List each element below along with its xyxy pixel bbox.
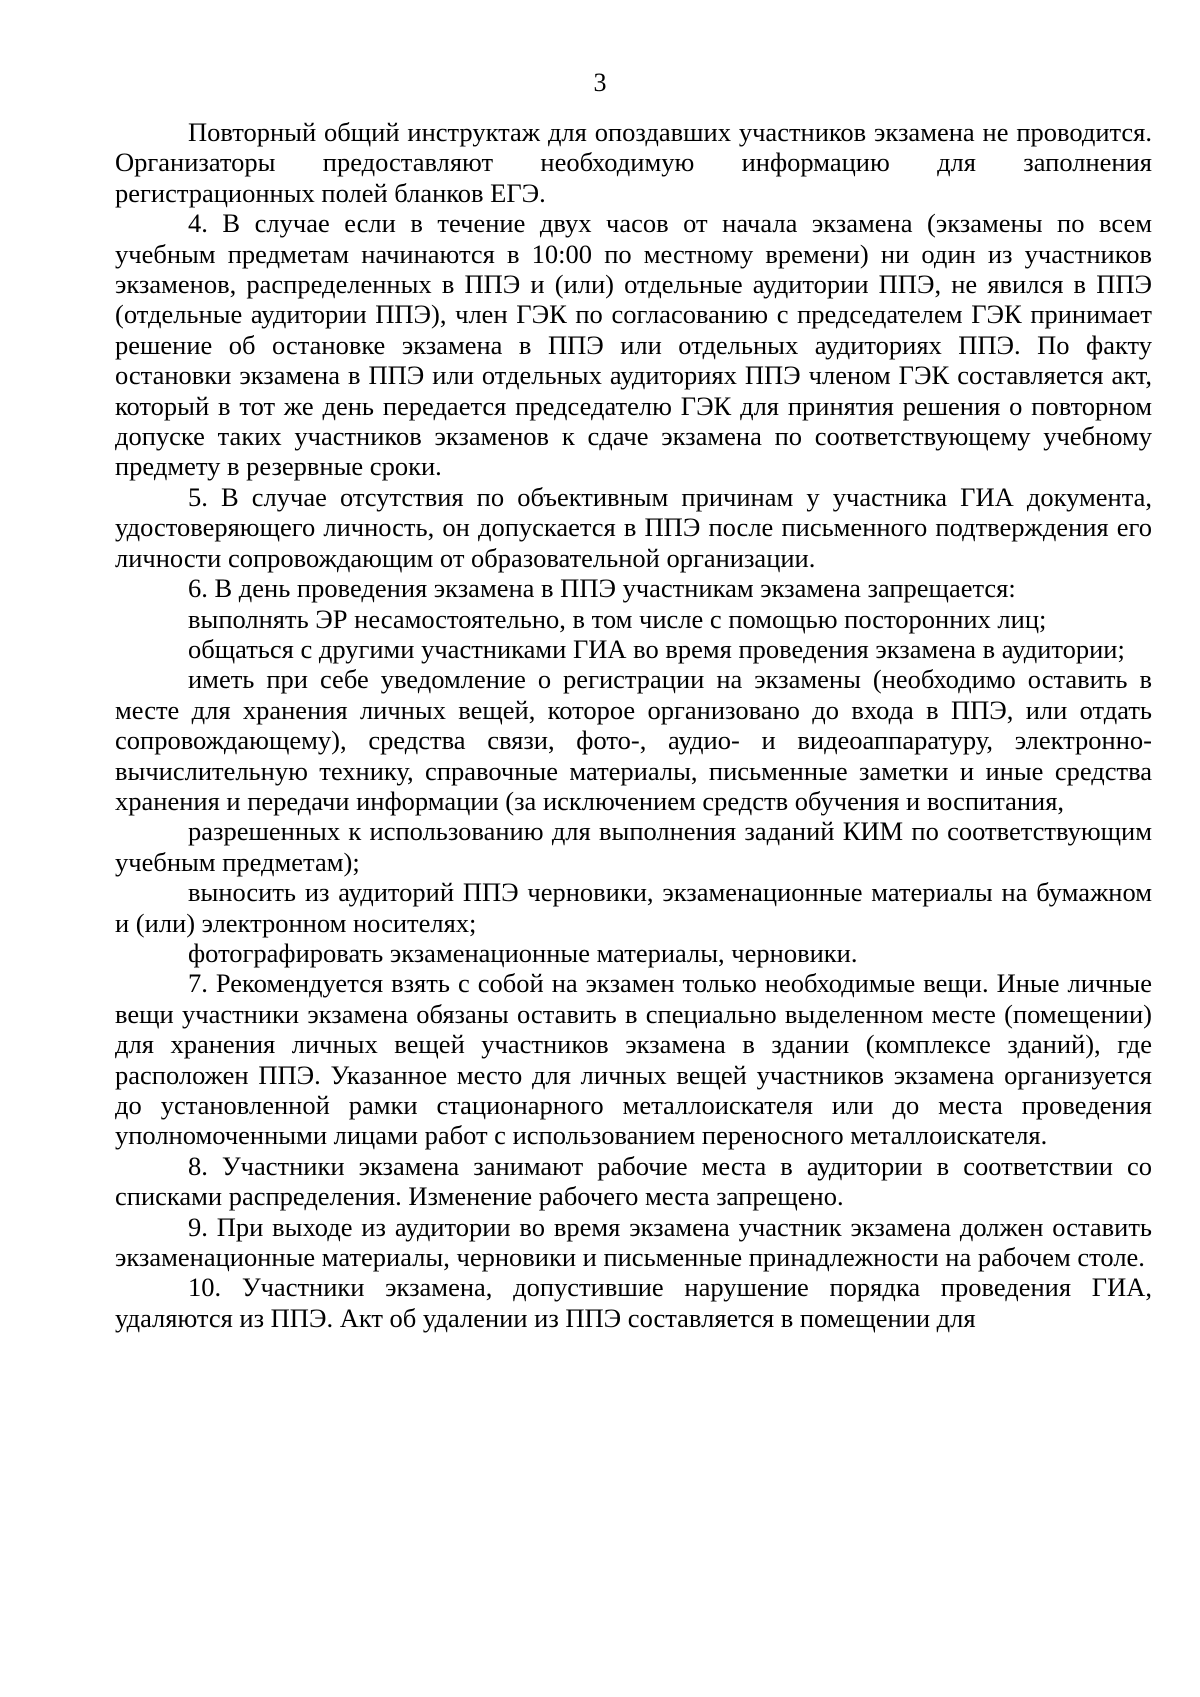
list-item-prohibited: выносить из аудиторий ППЭ черновики, экзаменационные материалы на бумажном и (или) электронном носителях; [115, 877, 1152, 938]
paragraph-briefing: Повторный общий инструктаж для опоздавших участников экзамена не проводится. Организаторы предоставляют необходимую информацию для заполнения регистрационных полей бланков ЕГЭ. [115, 117, 1152, 208]
paragraph-8: 8. Участники экзамена занимают рабочие места в аудитории в соответствии со списками распределения. Изменение рабочего места запрещено. [115, 1150, 1152, 1212]
paragraph-7: 7. Рекомендуется взять с собой на экзамен только необходимые вещи. Иные личные вещи участники экзамена обязаны оставить в специально выделенном месте (помещении) для хранения личных вещей участников экзамена в здании (комплексе зданий), где расположен ППЭ. Указанное место для личных вещей участников экзамена организуется до установленной рамки стационарного металлоискателя или до места проведения уполномоченными лицами работ с использованием переносного металлоискателя. [115, 968, 1152, 1151]
paragraph-5: 5. В случае отсутствия по объективным причинам у участника ГИА документа, удостоверяющего личность, он допускается в ППЭ после письменного подтверждения его личности сопровождающим от образовательной организации. [115, 481, 1152, 573]
document-body [115, 117, 1152, 1333]
page-number: 3 [593, 68, 607, 97]
list-item-prohibited: фотографировать экзаменационные материалы, черновики. [188, 937, 858, 968]
list-item-prohibited: выполнять ЭР несамостоятельно, в том числе с помощью посторонних лиц; [188, 603, 1047, 634]
paragraph-6: 6. В день проведения экзамена в ППЭ участникам экзамена запрещается: [188, 573, 1016, 604]
paragraph-10: 10. Участники экзамена, допустившие нарушение порядка проведения ГИА, удаляются из ППЭ. Акт об удалении из ППЭ составляется в помещении для [115, 1272, 1152, 1333]
list-item-continuation: разрешенных к использованию для выполнения заданий КИМ по соответствующим учебным предметам); [115, 816, 1152, 877]
paragraph-4: 4. В случае если в течение двух часов от начала экзамена (экзамены по всем учебным предметам начинаются в 10:00 по местному времени) ни один из участников экзаменов, распределенных в ППЭ и (или) отдельные аудитории ППЭ, не явился в ППЭ (отдельные аудитории ППЭ), член ГЭК по согласованию с председателем ГЭК принимает решение об остановке экзамена в ППЭ или отдельных аудиториях ППЭ. По факту остановки экзамена в ППЭ или отдельных аудиториях ППЭ членом ГЭК составляется акт, который в тот же день передается председателю ГЭК для принятия решения о повторном допуске таких участников экзаменов к сдаче экзамена по соответствующему учебному предмету в резервные сроки. [115, 208, 1152, 482]
list-item-prohibited: общаться с другими участниками ГИА во время проведения экзамена в аудитории; [188, 633, 1125, 664]
list-item-prohibited: иметь при себе уведомление о регистрации на экзамены (необходимо оставить в месте для хранения личных вещей, которое организовано до входа в ППЭ, или отдать сопровождающему), средства связи, фото-, аудио- и видеоаппаратуру, электронно-вычислительную технику, справочные материалы, письменные заметки и иные средства хранения и передачи информации (за исключением средств обучения и воспитания, [115, 664, 1152, 816]
paragraph-9: 9. При выходе из аудитории во время экзамена участник экзамена должен оставить экзаменационные материалы, черновики и письменные принадлежности на рабочем столе. [115, 1211, 1152, 1273]
